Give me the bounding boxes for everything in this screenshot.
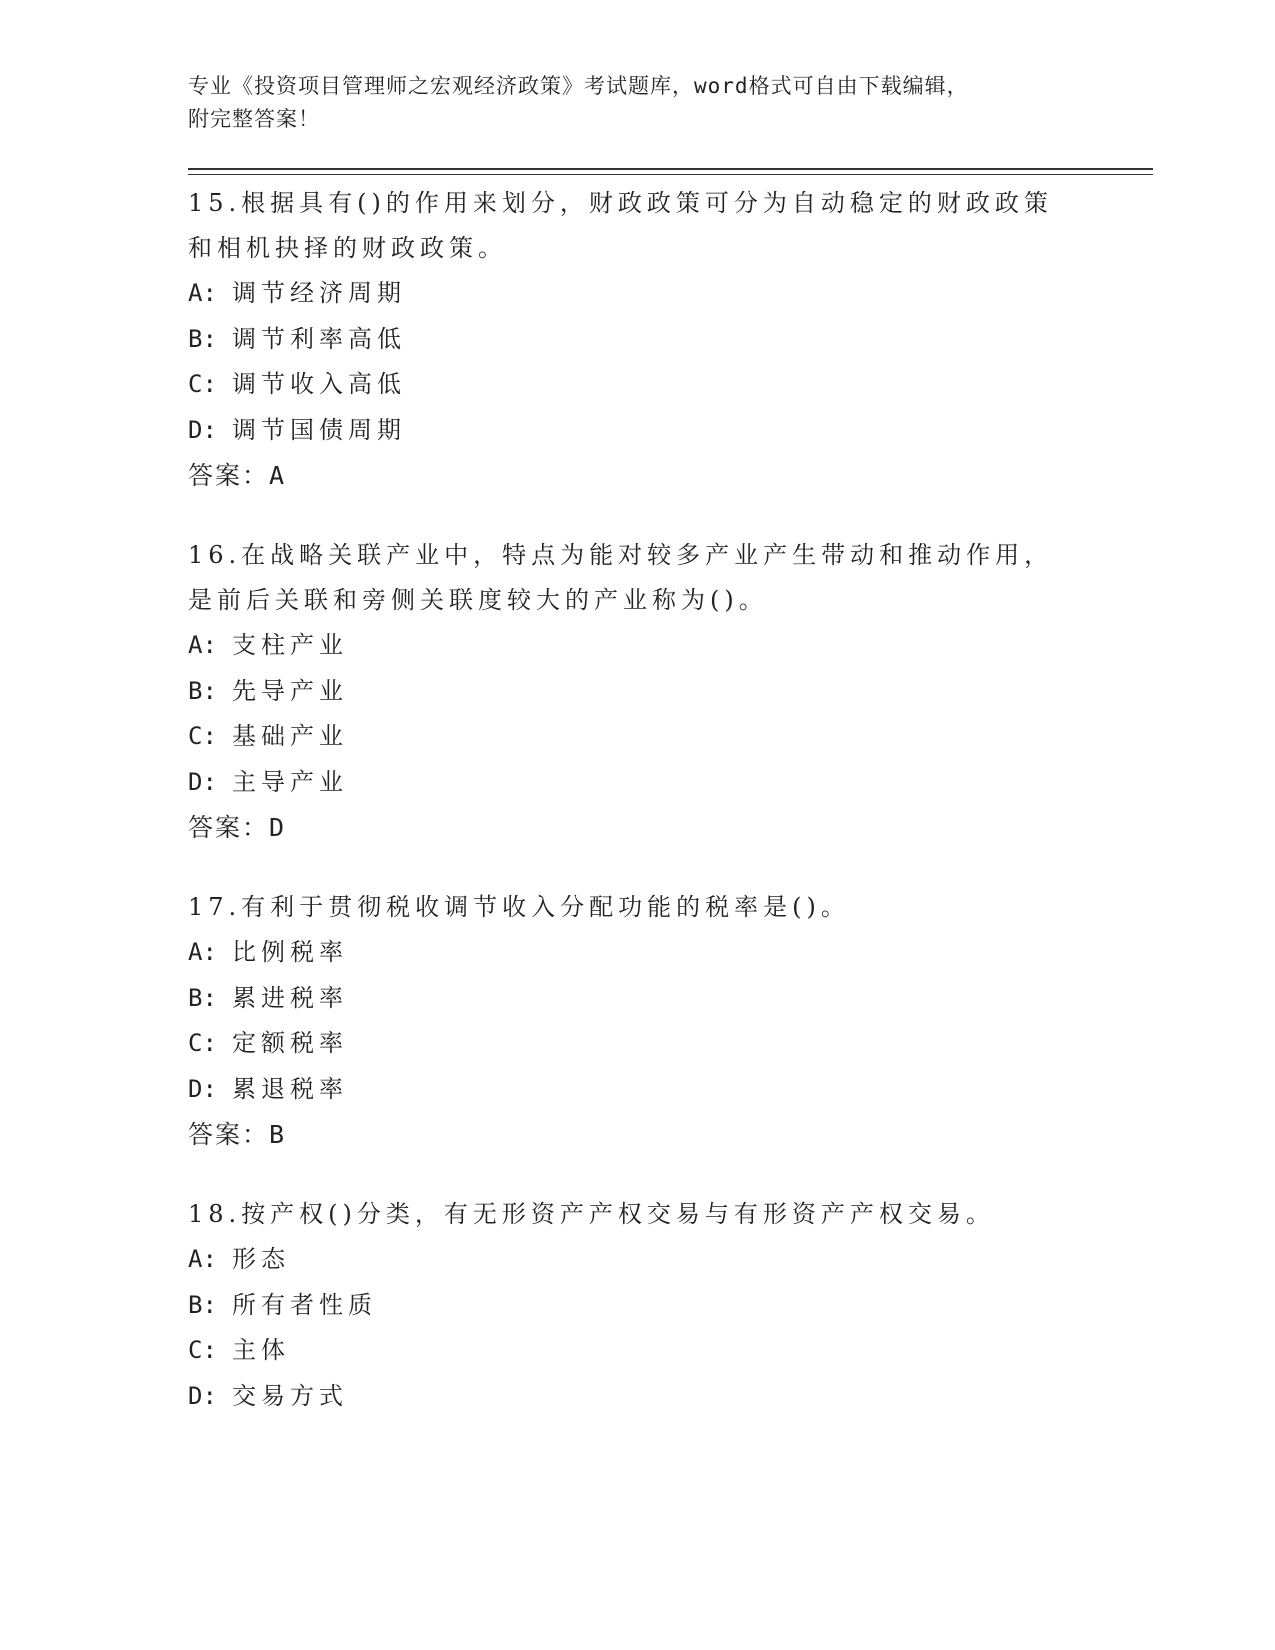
- question-18: [188, 1192, 1153, 1419]
- option-c: [188, 1328, 1153, 1374]
- question-15: [188, 181, 1153, 499]
- option-letter: D:: [188, 767, 217, 796]
- answer-label: 答案：: [188, 813, 270, 842]
- option-a: [188, 623, 1153, 669]
- answer-value: D: [269, 813, 287, 842]
- option-text: 主体: [232, 1336, 290, 1364]
- option-text: 定额税率: [232, 1029, 348, 1057]
- option-letter: A:: [188, 1245, 217, 1273]
- option-text: 支柱产业: [232, 631, 348, 659]
- option-letter: A:: [188, 631, 217, 659]
- option-text: 基础产业: [232, 722, 348, 750]
- option-text: 累进税率: [232, 983, 348, 1012]
- document-page: [188, 70, 1153, 1453]
- option-d: [188, 408, 1153, 454]
- header-line-2: 附完整答案！: [188, 107, 320, 131]
- option-c: [188, 714, 1153, 760]
- answer-value: A: [269, 461, 287, 490]
- option-c: [188, 362, 1153, 408]
- option-b: [188, 976, 1153, 1022]
- answer-label: 答案：: [188, 1120, 270, 1149]
- option-letter: B:: [188, 676, 217, 705]
- answer-value: B: [269, 1120, 287, 1149]
- option-a: [188, 930, 1153, 976]
- option-text: 先导产业: [232, 676, 348, 705]
- option-b: [188, 1283, 1153, 1329]
- option-letter: A:: [188, 938, 217, 966]
- question-16: [188, 533, 1153, 851]
- option-text: 调节收入高低: [232, 370, 406, 398]
- option-letter: A:: [188, 279, 217, 307]
- option-d: [188, 760, 1153, 806]
- option-c: [188, 1021, 1153, 1067]
- option-text: 主导产业: [232, 767, 348, 796]
- option-text: 交易方式: [232, 1381, 348, 1410]
- question-stem: 16.在战略关联产业中，特点为能对较多产业产生带动和推动作用，是前后关联和旁侧关联度较大的产业称为()。: [188, 541, 1054, 614]
- option-b: [188, 669, 1153, 715]
- option-text: 调节利率高低: [232, 324, 406, 353]
- option-text: 调节国债周期: [232, 415, 406, 444]
- question-17: [188, 885, 1153, 1158]
- option-d: [188, 1374, 1153, 1420]
- option-letter: D:: [188, 1074, 217, 1103]
- option-d: [188, 1067, 1153, 1113]
- header-divider: [188, 168, 1153, 175]
- option-text: 形态: [232, 1245, 290, 1273]
- option-text: 比例税率: [232, 938, 348, 966]
- answer-line: [188, 1112, 1153, 1158]
- question-stem: 18.按产权()分类，有无形资产产权交易与有形资产产权交易。: [188, 1200, 995, 1228]
- option-letter: B:: [188, 1290, 217, 1319]
- option-letter: B:: [188, 983, 217, 1012]
- option-a: [188, 1237, 1153, 1283]
- question-stem: 15.根据具有()的作用来划分，财政政策可分为自动稳定的财政政策和相机抉择的财政政策。: [188, 189, 1053, 262]
- question-stem: 17.有利于贯彻税收调节收入分配功能的税率是()。: [188, 893, 850, 921]
- option-letter: D:: [188, 1381, 217, 1410]
- option-b: [188, 317, 1153, 363]
- header-line-1: 专业《投资项目管理师之宏观经济政策》考试题库，word格式可自由下载编辑，: [188, 74, 969, 98]
- option-letter: C:: [188, 370, 217, 398]
- option-letter: C:: [188, 1029, 217, 1057]
- answer-line: [188, 805, 1153, 851]
- option-text: 累退税率: [232, 1074, 348, 1103]
- option-text: 调节经济周期: [232, 279, 406, 307]
- answer-label: 答案：: [188, 461, 270, 490]
- option-text: 所有者性质: [232, 1290, 377, 1319]
- option-letter: C:: [188, 1336, 217, 1364]
- option-letter: C:: [188, 722, 217, 750]
- answer-line: [188, 453, 1153, 499]
- document-header: [188, 70, 1153, 136]
- option-a: [188, 271, 1153, 317]
- question-list: [188, 181, 1153, 1419]
- option-letter: D:: [188, 415, 217, 444]
- option-letter: B:: [188, 324, 217, 353]
